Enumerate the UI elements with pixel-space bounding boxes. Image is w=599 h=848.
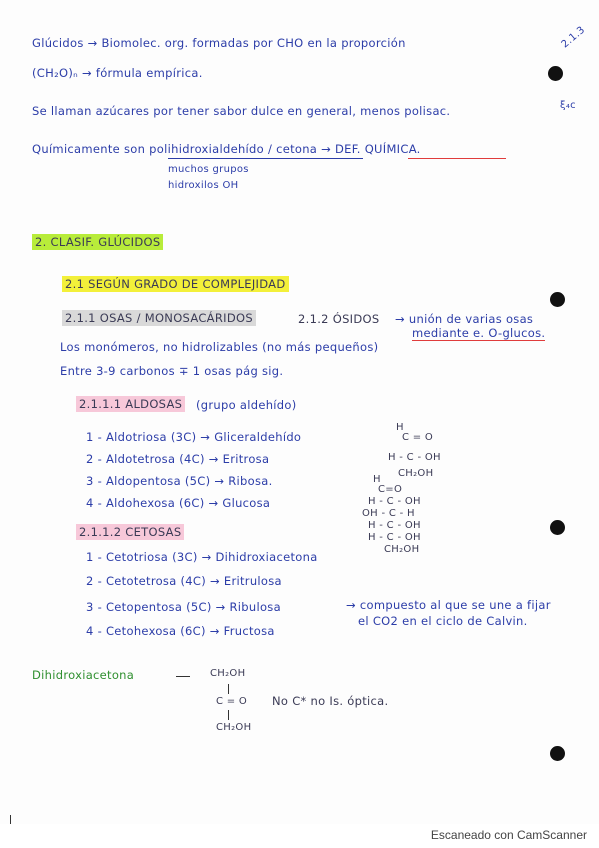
glucose-ch2oh: CH₂OH	[384, 544, 420, 555]
section-212-title: 2.1.2 ÓSIDOS	[298, 312, 380, 326]
cetosa-item-3: 3 - Cetopentosa (5C) → Ribulosa	[86, 600, 281, 614]
cetosa-item-2: 2 - Cetotetrosa (4C) → Eritrulosa	[86, 574, 282, 588]
dha-co: C = O	[216, 696, 248, 707]
ribulosa-note-1: → compuesto al que se une a fijar	[346, 598, 551, 612]
cetosa-item-1: 1 - Cetotriosa (3C) → Dihidroxiacetona	[86, 550, 318, 564]
footer	[0, 824, 599, 848]
glucose-hcoh-3: H - C - OH	[368, 532, 421, 543]
aldosa-item-4: 4 - Aldohexosa (6C) → Glucosa	[86, 496, 271, 510]
mono-line-2: Entre 3-9 carbonos ∓ 1 osas pág sig.	[60, 364, 284, 378]
cetosas-title: 2.1.1.2 CETOSAS	[76, 524, 184, 540]
underline-def-quimica	[408, 158, 506, 159]
dha-ch2oh-top: CH₂OH	[210, 668, 246, 679]
side-note: ξ₄c	[560, 100, 576, 111]
binder-hole-2	[550, 292, 565, 307]
cetosa-item-4: 4 - Cetohexosa (6C) → Fructosa	[86, 624, 275, 638]
glucose-hcoh-2: H - C - OH	[368, 520, 421, 531]
section-21-title: 2.1 SEGÚN GRADO DE COMPLEJIDAD	[62, 276, 289, 292]
dha-arrow-dash	[176, 676, 190, 677]
corner-label: 2.1.3	[559, 24, 588, 51]
glucose-ohch: OH - C - H	[362, 508, 415, 519]
line-formula: (CH₂O)ₙ → fórmula empírica.	[32, 66, 203, 80]
binder-hole-3	[550, 520, 565, 535]
glucose-hcoh-1: H - C - OH	[368, 496, 421, 507]
glucose-h: H	[373, 474, 381, 485]
glyceraldehyde-co: C = O	[402, 432, 434, 443]
dha-ch2oh-bottom: CH₂OH	[216, 722, 252, 733]
dha-bond-top	[228, 684, 229, 694]
line-glucidos-def: Glúcidos → Biomolec. org. formadas por CHO en la proporción	[32, 36, 406, 50]
aldosas-title: 2.1.1.1 ALDOSAS	[76, 396, 185, 412]
section-2-title: 2. CLASIF. GLÚCIDOS	[32, 234, 163, 250]
section-211-title: 2.1.1 OSAS / MONOSACÁRIDOS	[62, 310, 256, 326]
aldosa-item-3: 3 - Aldopentosa (5C) → Ribosa.	[86, 474, 273, 488]
osidos-def-1: → unión de varias osas	[395, 312, 534, 326]
binder-hole-4	[550, 746, 565, 761]
glyceraldehyde-h: H	[396, 422, 404, 433]
dha-note: No C* no Is. óptica.	[272, 694, 389, 708]
ribulosa-note-2: el CO2 en el ciclo de Calvin.	[358, 614, 528, 628]
binder-hole-1	[548, 66, 563, 81]
glyceraldehyde-hcoh: H - C - OH	[388, 452, 441, 463]
aldosas-note: (grupo aldehído)	[196, 398, 297, 412]
osidos-def-2: mediante e. O-glucos.	[412, 326, 546, 340]
dha-bond-bottom	[228, 710, 229, 720]
glucose-co: C=O	[378, 484, 403, 495]
mono-line-1: Los monómeros, no hidrolizables (no más pequeños)	[60, 340, 379, 354]
underline-polihidroxi	[168, 158, 363, 159]
dha-label: Dihidroxiacetona	[32, 668, 135, 682]
line-quimicamente: Químicamente son polihidroxialdehído / cetona → DEF. QUÍMICA.	[32, 142, 421, 156]
line-azucares: Se llaman azúcares por tener sabor dulce en general, menos polisac.	[32, 104, 451, 118]
aldosa-item-2: 2 - Aldotetrosa (4C) → Eritrosa	[86, 452, 270, 466]
glyceraldehyde-ch2oh: CH₂OH	[398, 468, 434, 479]
aldosa-item-1: 1 - Aldotriosa (3C) → Gliceraldehído	[86, 430, 302, 444]
line-muchos-grupos: muchos grupos	[168, 164, 249, 175]
line-hidroxilos: hidroxilos OH	[168, 180, 239, 191]
scanner-watermark: Escaneado con CamScanner	[430, 828, 587, 842]
